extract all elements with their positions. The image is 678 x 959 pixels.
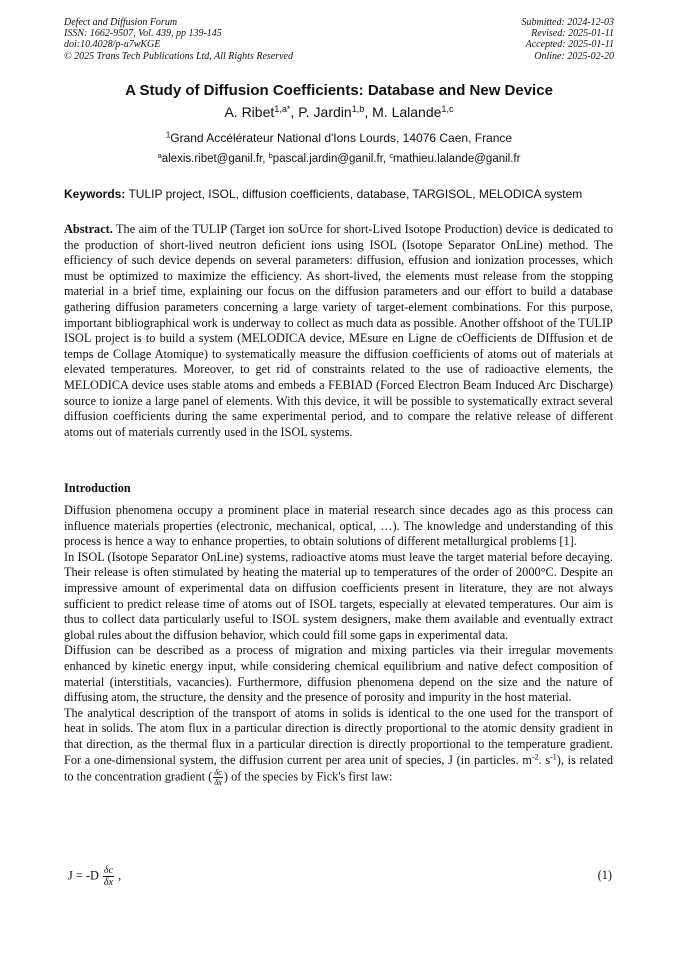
concentration-gradient-fraction: $\frac{\delta c}{\delta x}$ bbox=[214, 767, 222, 788]
equation-number: (1) bbox=[597, 868, 612, 882]
journal-doi: doi:10.4028/p-u7wKGE bbox=[64, 39, 161, 51]
publication-dates bbox=[522, 17, 615, 62]
journal-info bbox=[64, 17, 293, 62]
keywords-label: Keywords: bbox=[64, 187, 126, 201]
submitted-date: Submitted: 2024-12-03 bbox=[521, 17, 614, 28]
journal-issn: ISSN: 1662-9507, Vol. 439, pp 139-145 bbox=[64, 28, 222, 40]
abstract-label: Abstract. bbox=[64, 222, 113, 236]
author: P. Jardin$^{1,b}$, bbox=[298, 104, 373, 120]
abstract-text: The aim of the TULIP (Target ion soUrce for short-Lived Isotope Production) device is dedicated to the production of short-lived neutron deficient ions using ISOL (Isotope Separator OnLine) method. The efficiency of such device depends on several parameters: diffusion, effusion and ionization processes, which must be optimized to maximize the efficiency. As short-lived, the elements must release from the stopping material in a brief time, explaining our focus on the diffusion parameters and our effort to build a database gathering diffusion parameters concerning a large variety of target-element combinations. For this purpose, important bibliographical work is underway to collect as much data as possible. Another offshoot of the TULIP ISOL project is to build a system (MELODICA device, MEsure en Ligne de cOefficients de DIffusion et de temps de Collage Atomique) to systematically measure the diffusion coefficients of atoms out of materials at elevated temperatures. Moreover, to get rid of constraints related to the use of radioactive elements, the MELODICA device uses stable atoms and embeds a FEBIAD (Forced Electron Beam Induced Arc Discharge) source to ionize a large panel of elements. With this device, it will be possible to systematically extract several diffusion coefficients during the same experimental period, and to compare the relative release of different atoms out of materials currently used in the ISOL systems. bbox=[64, 222, 613, 439]
keywords-text: TULIP project, ISOL, diffusion coefficients, database, TARGISOL, MELODICA system bbox=[125, 187, 583, 201]
keywords bbox=[64, 187, 614, 201]
equation-fraction: $\frac{\delta c}{\delta x}$ bbox=[103, 865, 114, 888]
revised-date: Revised: 2025-01-11 bbox=[531, 28, 614, 40]
paragraph: Diffusion phenomena occupy a prominent place in material research since decades ago as this process can influence materials properties (electronic, mechanical, optical, …). The knowledge and understanding of this process is hence a way to enhance properties, to obtain solutions of different metallurgical problems [1]. bbox=[64, 503, 613, 549]
email-link[interactable]: $^c$mathieu.lalande@ganil.fr bbox=[389, 150, 521, 165]
ficks-law-equation: J = -D $\frac{\delta c}{\delta x}$ , bbox=[68, 865, 122, 888]
paper-title: A Study of Diffusion Coefficients: Database and New Device bbox=[125, 82, 553, 99]
paragraph: In ISOL (Isotope Separator OnLine) systems, radioactive atoms must leave the target material before decaying. Their release is often stimulated by heating the material up to temperatures of the order of 2000°C. Despite an impressive amount of experimental data on diffusion coefficients present in literature, they are not always sufficient to predict release time of atoms out of ISOL targets, especially at elevated temperatures. Our aim is thus to collect data particularly useful to ISOL system designers, make them available and eventually extract global rules about the diffusion behavior, which could fill some gaps in experimental data. bbox=[64, 549, 613, 642]
paragraph: The analytical description of the transport of atoms in solids is identical to the one used for the transport of heat in solids. The atom flux in a particular direction is directly proportional to the atomic density gradient in that direction, as the thermal flux in a particular direction is directly proportional to the temperature gradient. For a one-dimensional system, the diffusion current per area unit of species, J (in particles. $m^{-2}$. $s^{-1}$), is related to the concentration gradient ( $\frac{\delta c}{\delta x}$ ) of the species by Fick's first law: bbox=[64, 705, 613, 788]
abstract bbox=[64, 222, 613, 440]
online-date: Online: 2025-02-20 bbox=[534, 50, 614, 62]
author: A. Ribet$^{1,a*}$, bbox=[224, 104, 299, 120]
paragraph: Diffusion can be described as a process of migration and mixing particles via their irregular movements enhanced by kinetic energy input, while considering chemical equilibrium and native defect composition of material (interstitials, vacancies). Furthermore, diffusion phenomena depend on the size and the nature of diffusing atom, the structure, the density and the presence of porosity and impurity in the host material. bbox=[64, 643, 613, 705]
section-heading-introduction: Introduction bbox=[64, 481, 131, 495]
author: M. Lalande$^{1,c}$ bbox=[372, 104, 454, 120]
author-list bbox=[40, 104, 638, 120]
journal-name: Defect and Diffusion Forum bbox=[64, 17, 178, 28]
affiliation: $^1$Grand Accélérateur National d'Ions Lourds, 14076 Caen, France bbox=[165, 130, 513, 145]
introduction-body bbox=[64, 503, 613, 787]
journal-copyright: © 2025 Trans Tech Publications Ltd, All Rights Reserved bbox=[64, 50, 293, 62]
email-link[interactable]: $^a$alexis.ribet@ganil.fr bbox=[157, 150, 263, 165]
author-emails: $^a$alexis.ribet@ganil.fr, $^b$pascal.jardin@ganil.fr, $^c$mathieu.lalande@ganil.fr bbox=[157, 150, 521, 165]
accepted-date: Accepted: 2025-01-11 bbox=[525, 39, 614, 51]
email-link[interactable]: $^b$pascal.jardin@ganil.fr bbox=[268, 150, 383, 165]
